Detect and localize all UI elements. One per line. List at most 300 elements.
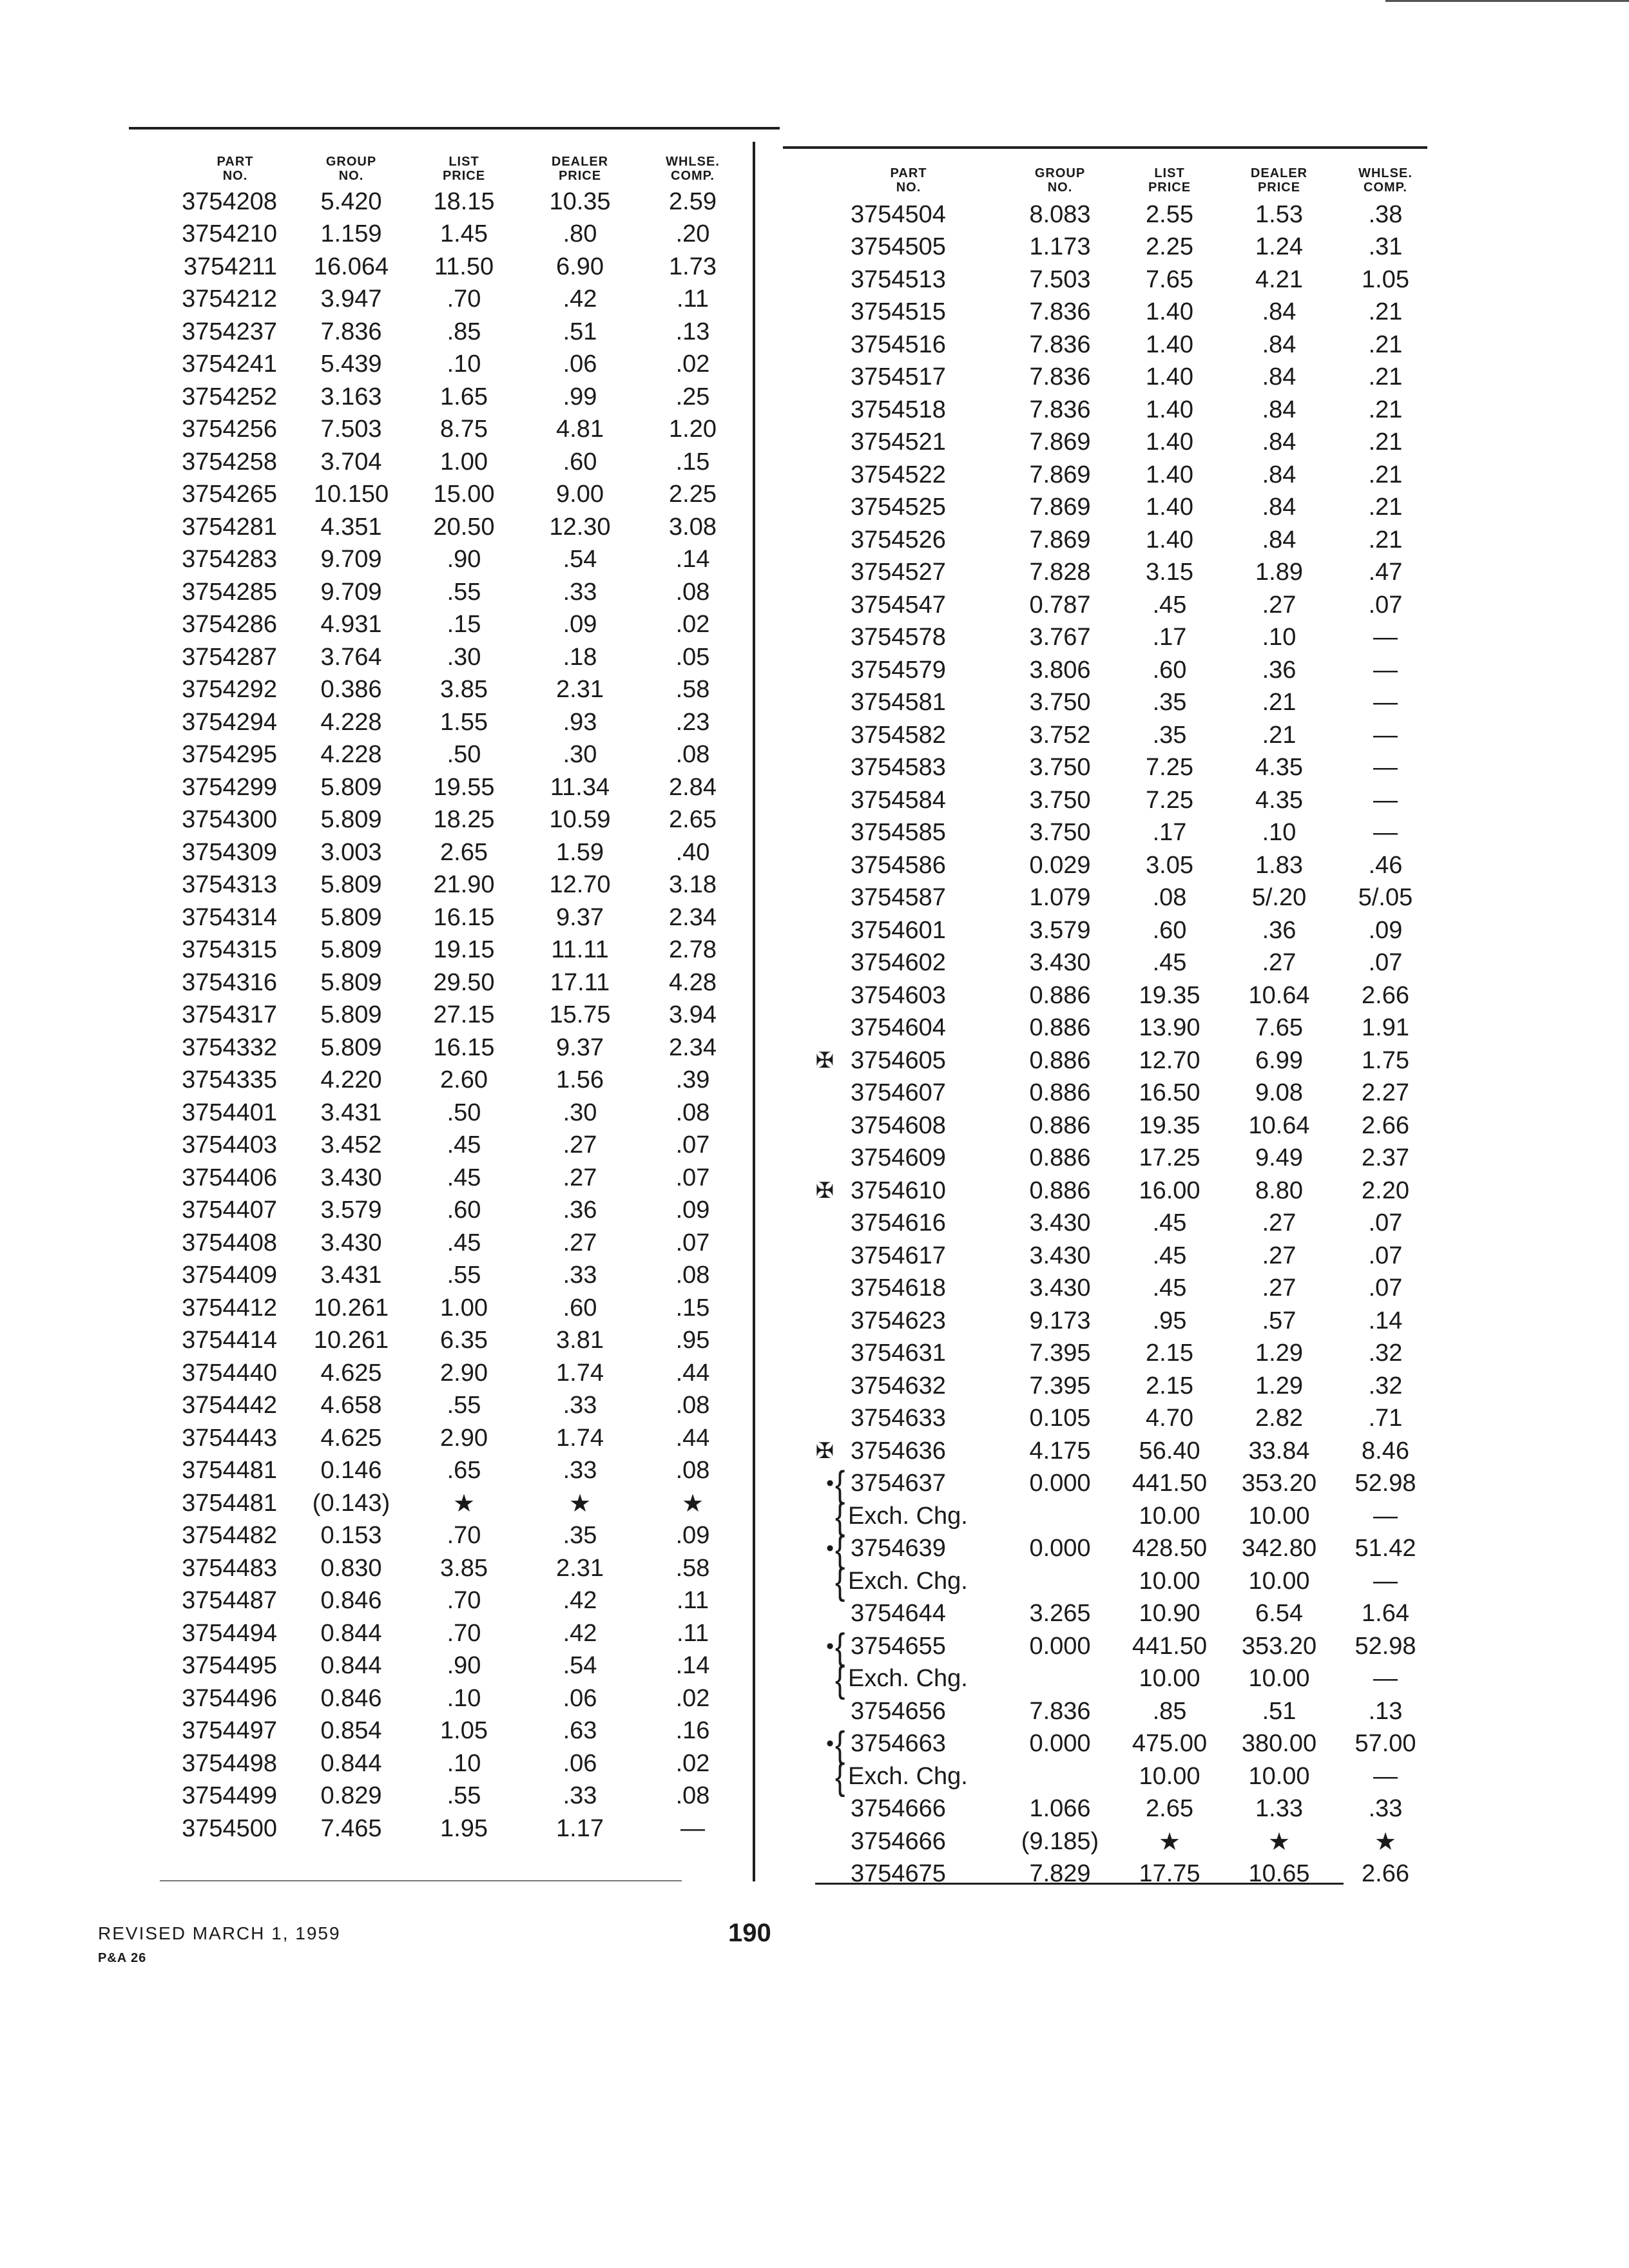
part-cell [812,559,1005,586]
list-price: 19.55 [433,773,495,801]
form-code: P&A 26 [98,1951,147,1965]
table-row [174,609,747,642]
group-no: 5.420 [320,187,382,215]
dealer-price: .27 [1262,591,1296,619]
table-row [812,1435,1437,1468]
list-price: .55 [447,1782,481,1810]
group-no: (9.185) [1021,1827,1099,1855]
table-row [812,329,1437,361]
table-row [812,1207,1437,1240]
whlse-comp: .15 [675,1294,710,1321]
table-row [812,914,1437,947]
whlse-comp: .07 [675,1229,710,1256]
list-price: 10.00 [1139,1502,1200,1530]
whlse-comp: .09 [675,1196,710,1224]
list-price: 20.50 [433,513,495,541]
dealer-price: .84 [1262,526,1296,553]
part-no: 3754309 [182,838,277,866]
whlse-comp: .38 [1368,200,1403,228]
list-price: 7.65 [1146,265,1193,293]
list-price: 3.85 [440,1554,488,1582]
table-row [812,1463,1437,1505]
table-header [174,140,747,183]
header-dealer-price: DEALER PRICE [1250,166,1308,195]
part-no: 3754583 [851,754,946,782]
group-no: 1.079 [1029,884,1091,912]
part-no: 3754631 [851,1340,946,1367]
part-cell [812,1307,1005,1335]
table-row [174,1747,747,1780]
part-no: 3754409 [182,1262,277,1289]
bottom-rule-left [160,1880,682,1881]
dealer-price: .21 [1262,689,1296,716]
dealer-price: 12.70 [549,871,611,899]
list-price: .45 [1152,949,1187,977]
part-no: 3754281 [182,513,277,541]
part-no: 3754494 [182,1619,277,1647]
dealer-price: 1.29 [1255,1372,1303,1399]
table-row [812,1077,1437,1110]
dealer-price: .84 [1262,461,1296,488]
list-price: .45 [1152,1242,1187,1269]
group-no: 7.836 [1029,1697,1091,1725]
group-no: 0.000 [1029,1470,1091,1497]
whlse-comp: .14 [675,546,710,573]
list-price: .70 [447,1522,481,1550]
table-row [174,771,747,804]
whlse-comp: .32 [1368,1340,1403,1367]
list-price: .50 [447,741,481,769]
dealer-price: 10.64 [1248,981,1310,1009]
list-price: .55 [447,578,481,606]
list-price: 1.55 [440,708,488,736]
dealer-price: 10.00 [1248,1762,1310,1790]
table-row [174,316,747,349]
part-cell [812,852,1005,879]
part-cell [812,949,1005,977]
new-part-cross-icon: ✠ [815,1178,834,1204]
list-price: 1.40 [1146,331,1193,358]
dealer-price: .63 [563,1717,597,1745]
group-no: 10.261 [313,1327,389,1354]
dealer-price: .30 [563,741,597,769]
group-no: 4.220 [320,1066,382,1094]
dealer-price: 15.75 [549,1001,611,1029]
group-no: 7.395 [1029,1340,1091,1367]
group-no: 9.709 [320,546,382,573]
list-price: 6.35 [440,1327,488,1354]
bullet-icon: • [826,1536,834,1561]
whlse-comp: .09 [1368,916,1403,944]
dealer-price: .54 [563,1652,597,1680]
part-no: 3754547 [851,591,946,619]
part-no: 3754294 [182,708,277,736]
part-no: 3754315 [182,936,277,964]
whlse-comp: .07 [675,1164,710,1191]
list-price: 12.70 [1139,1046,1200,1074]
part-cell [812,1209,1005,1237]
table-row [174,934,747,967]
part-no: 3754632 [851,1372,946,1399]
part-cell [812,1495,1005,1537]
part-cell [812,884,1005,912]
dealer-price: .42 [563,1587,597,1615]
table-row [174,1129,747,1162]
whlse-comp: .71 [1368,1405,1403,1432]
part-no: 3754609 [851,1144,946,1172]
whlse-comp: .44 [675,1359,710,1387]
whlse-comp: .07 [1368,1209,1403,1237]
part-cell [812,201,1005,229]
whlse-comp: .11 [676,1587,709,1615]
group-no: 0.787 [1029,591,1091,619]
group-no: 3.163 [320,383,382,410]
group-no: 7.869 [1029,428,1091,456]
part-cell [812,1437,1005,1465]
dealer-price: .33 [563,578,597,606]
dealer-price: 342.80 [1241,1535,1317,1562]
part-cell [812,1658,1005,1700]
list-price: 19.35 [1139,1111,1200,1139]
dealer-price: 9.08 [1255,1079,1303,1107]
dealer-price: .30 [563,1099,597,1126]
part-no: 3754499 [182,1782,277,1810]
list-price: 10.00 [1139,1567,1200,1595]
part-no: 3754313 [182,871,277,899]
part-no: 3754208 [182,187,277,215]
group-no: 7.465 [320,1814,382,1842]
part-cell [812,624,1005,651]
list-price: 1.00 [440,1294,488,1321]
whlse-comp: 1.75 [1362,1046,1409,1074]
dealer-price: .93 [563,708,597,736]
whlse-comp: 2.34 [669,903,717,931]
whlse-comp: .08 [675,1262,710,1289]
dealer-price: 1.33 [1255,1795,1303,1823]
list-price: 475.00 [1132,1730,1208,1758]
whlse-comp: 1.73 [669,253,717,280]
table-row [174,1487,747,1520]
group-no: 3.430 [320,1164,382,1191]
list-price: 3.15 [1146,559,1193,586]
part-no: 3754582 [851,721,946,749]
part-no: 3754252 [182,383,277,410]
group-no: 7.503 [320,416,382,443]
table-row [174,966,747,999]
whlse-comp: 3.94 [669,1001,717,1029]
group-no: 3.579 [1029,916,1091,944]
list-price: .45 [1152,591,1187,619]
dealer-price: 4.35 [1255,786,1303,814]
table-row [812,1338,1437,1370]
whlse-comp: 3.18 [669,871,717,899]
whlse-comp: .15 [675,448,710,476]
table-row [812,198,1437,231]
whlse-comp: 2.25 [669,481,717,508]
group-no: 9.173 [1029,1307,1091,1334]
whlse-comp: .21 [1368,363,1403,391]
whlse-comp: — [1373,721,1398,749]
dealer-price: 1.56 [556,1066,604,1094]
header-dealer-price: DEALER PRICE [551,155,609,183]
dealer-price: 1.89 [1255,559,1303,586]
dealer-price: 1.74 [556,1424,604,1452]
part-no: 3754314 [182,903,277,931]
part-cell [812,1600,1005,1628]
part-no: 3754618 [851,1274,946,1302]
list-price: 17.25 [1139,1144,1200,1172]
part-cell [812,1405,1005,1432]
part-no: 3754666 [851,1795,946,1823]
list-price: .17 [1152,624,1187,651]
table-row [812,849,1437,882]
list-price: .30 [447,643,481,671]
part-no: 3754498 [182,1749,277,1777]
dealer-price: .27 [1262,1242,1296,1269]
group-no: 0.886 [1029,1177,1091,1204]
part-no: 3754265 [182,481,277,508]
new-part-cross-icon: ✠ [815,1048,834,1073]
group-no: 7.836 [320,318,382,345]
group-no: 0.886 [1029,1144,1091,1172]
part-cell [812,1860,1005,1888]
list-price: 18.15 [433,187,495,215]
whlse-comp: .47 [1368,559,1403,586]
whlse-comp: ★ [1374,1828,1397,1856]
list-price: 16.00 [1139,1177,1200,1204]
list-price: 7.25 [1146,754,1193,782]
part-no: 3754237 [182,318,277,345]
table-row [812,1240,1437,1273]
whlse-comp: .16 [675,1717,710,1745]
dealer-price: .27 [563,1164,597,1191]
part-no: 3754504 [851,200,946,228]
group-no: 3.704 [320,448,382,476]
dealer-price: 9.37 [556,1033,604,1061]
header-whlse-comp: WHLSE. COMP. [1358,166,1412,195]
group-no: 0.105 [1029,1405,1091,1432]
list-price: 1.45 [440,220,488,248]
table-row [174,901,747,934]
table-row [812,524,1437,557]
dealer-price: 12.30 [549,513,611,541]
part-no: 3754497 [182,1717,277,1745]
part-no: 3754666 [851,1827,946,1855]
list-price: 1.00 [440,448,488,476]
table-row [812,1695,1437,1728]
table-row [174,999,747,1032]
part-no: 3754496 [182,1684,277,1712]
dealer-price: .84 [1262,298,1296,326]
table-row [174,641,747,674]
list-price: 56.40 [1139,1437,1200,1465]
group-no: 4.931 [320,611,382,639]
group-no: 3.752 [1029,721,1091,749]
dealer-price: .27 [563,1131,597,1159]
table-row [174,1422,747,1455]
list-price: .70 [447,285,481,313]
group-no: 3.431 [320,1099,382,1126]
whlse-comp: .08 [675,578,710,606]
dealer-price: .42 [563,1619,597,1647]
dealer-price: 2.31 [556,1554,604,1582]
column-divider [753,142,755,1881]
group-no: 0.153 [320,1522,382,1550]
part-no: 3754299 [182,773,277,801]
part-cell [812,1177,1005,1205]
whlse-comp: 52.98 [1354,1470,1416,1497]
list-price: .35 [1152,689,1187,716]
whlse-comp: 2.27 [1362,1079,1409,1107]
header-list-price: LIST PRICE [442,155,486,183]
brace-icon: { [835,1463,845,1505]
whlse-comp: 1.20 [669,416,717,443]
price-table-right [812,152,1437,1890]
group-no: 7.503 [1029,265,1091,293]
whlse-comp: — [1373,624,1398,651]
table-row [812,361,1437,394]
table-row [174,869,747,902]
list-price: 16.50 [1139,1079,1200,1107]
part-no: 3754623 [851,1307,946,1334]
part-cell [812,754,1005,782]
list-price: 441.50 [1132,1632,1208,1660]
whlse-comp: .07 [1368,1242,1403,1269]
table-row [174,1650,747,1683]
whlse-comp: 2.78 [669,936,717,964]
group-no: 9.709 [320,578,382,606]
part-no: 3754584 [851,786,946,814]
whlse-comp: .11 [676,285,709,313]
group-no: 3.430 [1029,949,1091,977]
whlse-comp: .21 [1368,494,1403,521]
dealer-price: 2.31 [556,676,604,704]
table-row [812,1825,1437,1858]
part-no: 3754211 [183,253,277,280]
dealer-price: .27 [1262,1274,1296,1302]
table-row [174,511,747,544]
table-row [812,1658,1437,1700]
whlse-comp: 2.59 [669,187,717,215]
table-row [174,1260,747,1293]
whlse-comp: .02 [675,1684,710,1712]
group-no: 3.431 [320,1262,382,1289]
whlse-comp: .07 [1368,1274,1403,1302]
list-price: .50 [447,1099,481,1126]
part-cell [812,591,1005,619]
table-row [812,882,1437,915]
table-row [812,817,1437,850]
dealer-price: 7.65 [1255,1014,1303,1042]
group-no: 7.836 [1029,298,1091,326]
list-price: ★ [1158,1828,1181,1856]
whlse-comp: .21 [1368,298,1403,326]
whlse-comp: .14 [1368,1307,1403,1334]
whlse-comp: 1.91 [1362,1014,1409,1042]
whlse-comp: — [1373,754,1398,782]
table-row [812,752,1437,785]
whlse-comp: .40 [675,838,710,866]
part-no: 3754527 [851,559,946,586]
part-no: 3754403 [182,1131,277,1159]
group-no: 0.886 [1029,1014,1091,1042]
whlse-comp: .11 [676,1619,709,1647]
part-no: 3754505 [851,233,946,261]
group-no: 0.886 [1029,1046,1091,1074]
table-row [812,784,1437,817]
dealer-price: 1.24 [1255,233,1303,261]
dealer-price: 1.53 [1255,200,1303,228]
group-no: 5.809 [320,1033,382,1061]
whlse-comp: .95 [675,1327,710,1354]
part-no: 3754495 [182,1652,277,1680]
group-no: 1.066 [1029,1795,1091,1823]
part-cell [812,1372,1005,1400]
group-no: 0.829 [320,1782,382,1810]
part-no: 3754241 [182,351,277,378]
part-no: 3754526 [851,526,946,553]
whlse-comp: — [1373,786,1398,814]
table-row [812,947,1437,980]
dealer-price: 17.11 [550,968,610,996]
list-price: .08 [1152,884,1187,912]
list-price: 1.40 [1146,461,1193,488]
header-list-price: LIST PRICE [1148,166,1191,195]
part-no: 3754517 [851,363,946,391]
whlse-comp: 2.65 [669,806,717,834]
list-price: 2.65 [1146,1795,1193,1823]
group-no: 3.750 [1029,786,1091,814]
dealer-price: 1.83 [1255,851,1303,879]
table-row [812,654,1437,687]
dealer-price: .36 [1262,656,1296,684]
list-price: .90 [447,546,481,573]
group-no: 1.159 [320,220,382,248]
dealer-price: 1.59 [556,838,604,866]
table-row [812,1012,1437,1045]
group-no: 0.000 [1029,1535,1091,1562]
group-no: 3.579 [320,1196,382,1224]
whlse-comp: 1.64 [1362,1600,1409,1628]
table-row [812,589,1437,622]
dealer-price: .27 [1262,949,1296,977]
group-no: 3.265 [1029,1600,1091,1628]
whlse-comp: .33 [1368,1795,1403,1823]
list-price: .65 [447,1457,481,1485]
table-row [174,1812,747,1845]
dealer-price: 6.54 [1255,1600,1303,1628]
part-no: 3754663 [851,1730,946,1758]
group-no: 0.886 [1029,1111,1091,1139]
part-no: 3754285 [182,578,277,606]
part-cell [812,722,1005,749]
dealer-price: ★ [568,1490,592,1517]
table-row [174,1552,747,1585]
part-cell [812,1723,1005,1765]
header-part-no: PART NO. [217,155,254,183]
table-row [812,264,1437,296]
dealer-price: .84 [1262,396,1296,423]
table-row [812,1560,1437,1602]
whlse-comp: — [1373,1567,1398,1595]
whlse-comp: .08 [675,1782,710,1810]
dealer-price: 4.81 [556,416,604,443]
part-cell [812,982,1005,1010]
brace-icon: { [835,1723,845,1765]
dealer-price: .80 [563,220,597,248]
part-no: 3754210 [182,220,277,248]
table-row [174,1455,747,1488]
